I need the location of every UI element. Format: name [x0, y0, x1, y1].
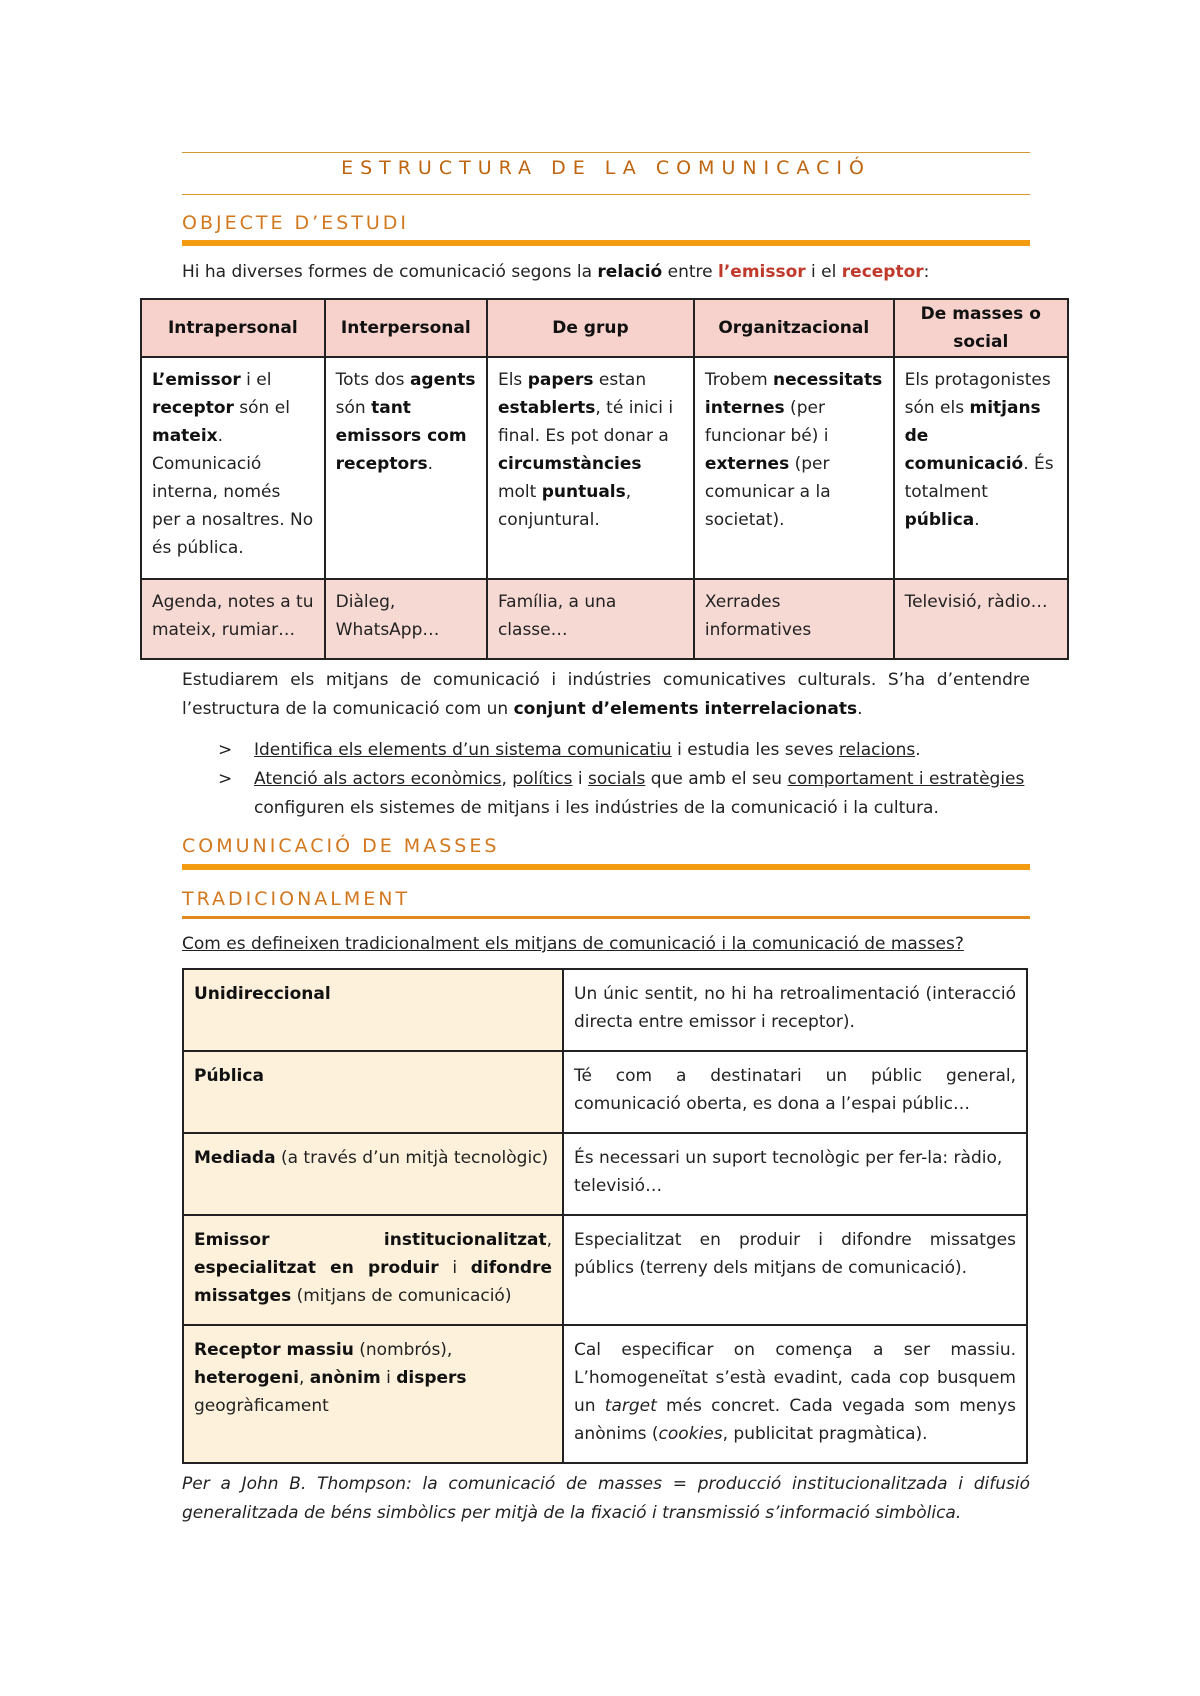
question-text: Com es defineixen tradicionalment els mitjans de comunicació i la comunicació de masses?	[182, 934, 964, 954]
communication-types-table	[140, 298, 1069, 660]
table-cell	[894, 357, 1068, 579]
bold-term: conjunt d’elements interrelacionats	[513, 699, 858, 719]
bullet-marker: >	[218, 769, 233, 789]
example-cell: Diàleg, WhatsApp…	[325, 579, 487, 659]
table-cell	[141, 357, 325, 579]
cell-text: , té inici i final. Es pot donar a	[497, 398, 674, 446]
table-header: Interpersonal	[325, 299, 487, 357]
table-row	[141, 579, 1068, 659]
table-row	[141, 357, 1068, 579]
list-item	[218, 765, 1030, 823]
intro-part: i el	[805, 262, 842, 282]
definition-text: Cal especificar on comença a ser massiu. L’homogeneïtat s’està evadint, cada cop busquem un	[574, 1340, 1016, 1416]
table-cell	[694, 357, 894, 579]
term-cell	[183, 1215, 563, 1325]
bold-term: receptor	[152, 398, 234, 418]
bold-term: establerts	[497, 398, 596, 418]
subsection-heading: TRADICIONALMENT	[182, 888, 411, 910]
section-heading-objecte: OBJECTE D’ESTUDI	[182, 212, 409, 234]
table-header-row	[141, 299, 1068, 357]
term-cell	[183, 1133, 563, 1215]
cell-text: són	[335, 398, 372, 418]
cell-text: .	[974, 510, 980, 530]
cell-text: són el	[233, 398, 290, 418]
section-rule	[182, 864, 1030, 870]
cell-text: Els protagonistes són els	[904, 370, 1051, 418]
term-cell	[183, 1325, 563, 1463]
list-text: i	[572, 769, 589, 789]
definition-cell: Té com a destinatari un públic general, comunicació oberta, es dona a l’espai públic…	[563, 1051, 1027, 1133]
cell-text: i el	[240, 370, 272, 390]
term-cell	[183, 969, 563, 1051]
intro-text	[182, 258, 1030, 287]
title-rule-top	[182, 152, 1030, 153]
definition-text: més concret. Cada vegada som menys anònims (	[574, 1396, 1016, 1444]
term-text: ,	[298, 1368, 310, 1388]
term-text: (mitjans de comunicació)	[291, 1286, 512, 1306]
table-header: Intrapersonal	[141, 299, 325, 357]
table-cell	[487, 357, 694, 579]
paragraph-text: .	[857, 699, 863, 719]
paragraph-line	[182, 695, 1030, 724]
bold-term: agents	[409, 370, 476, 390]
term-text: geogràficament	[194, 1396, 329, 1416]
cell-text: Tots dos	[335, 370, 410, 390]
bullet-marker: >	[218, 740, 233, 760]
table-header: De grup	[487, 299, 694, 357]
underlined-text: comportament i estratègies	[787, 769, 1025, 789]
title-rule-bottom	[182, 194, 1030, 195]
cell-text: .	[427, 454, 434, 474]
bold-term: necessitats internes	[704, 370, 883, 418]
document-title: ESTRUCTURA DE LA COMUNICACIÓ	[341, 157, 871, 179]
intro-highlight: l’emissor	[718, 262, 806, 282]
thompson-quote: Per a John B. Thompson: la comunicació de masses = producció institucionalitzada i difusió generalitzada de béns simbòlics per mitjà de la fixació i transmissió s’informació simbòlica.	[182, 1474, 1030, 1523]
bold-term: Pública	[194, 1066, 264, 1086]
cell-text: , conjuntural.	[497, 482, 632, 530]
cell-text: (per comunicar a la societat).	[704, 454, 831, 530]
intro-bold: relació	[597, 262, 663, 282]
cell-text: . És totalment	[904, 454, 1054, 502]
bold-term: dispers	[396, 1368, 467, 1388]
cell-text: estan	[593, 370, 647, 390]
bold-term: Receptor massiu	[194, 1340, 354, 1360]
intro-part: entre	[662, 262, 718, 282]
bold-term: puntuals	[541, 482, 626, 502]
underlined-text: Identifica els elements d’un sistema comunicatiu	[254, 740, 672, 760]
term-text: (nombrós),	[353, 1340, 453, 1360]
table-row	[183, 1325, 1027, 1463]
list-text: .	[915, 740, 921, 760]
bold-term: L’emissor	[152, 370, 241, 390]
bold-term: Mediada	[194, 1148, 276, 1168]
bold-term: difondre missatges	[194, 1258, 553, 1306]
table-row	[183, 1215, 1027, 1325]
underlined-text: polítics	[512, 769, 573, 789]
cell-text: molt	[497, 482, 542, 502]
bold-term: papers	[527, 370, 594, 390]
mass-communication-table	[182, 968, 1028, 1464]
underlined-text: socials	[588, 769, 646, 789]
bold-term: anònim	[309, 1368, 381, 1388]
definition-cell	[563, 1325, 1027, 1463]
bullet-list	[218, 736, 1030, 823]
bold-term: tant emissors com receptors	[335, 398, 467, 474]
definition-cell: Un únic sentit, no hi ha retroalimentació (interacció directa entre emissor i receptor).	[563, 969, 1027, 1051]
list-text: que amb el seu	[645, 769, 788, 789]
bold-term: externes	[704, 454, 790, 474]
cell-text: (per funcionar bé) i	[704, 398, 829, 446]
section-heading-masses: COMUNICACIÓ DE MASSES	[182, 835, 500, 857]
intro-highlight: receptor	[841, 262, 924, 282]
bold-term: circumstàncies	[497, 454, 642, 474]
intro-part: Hi ha diverses formes de comunicació segons la	[182, 262, 598, 282]
table-row	[183, 1133, 1027, 1215]
term-text: i	[438, 1258, 471, 1278]
underlined-text: relacions	[838, 740, 916, 760]
list-item	[218, 736, 1030, 765]
intro-part: :	[923, 262, 930, 282]
bold-term: Emissor institucionalitzat	[194, 1230, 547, 1250]
definition-cell: Especialitzat en produir i difondre missatges públics (terreny dels mitjans de comunicació).	[563, 1215, 1027, 1325]
term-text: (a través d’un mitjà tecnològic)	[275, 1148, 549, 1168]
paragraph-text: l’estructura de la comunicació com un	[182, 699, 514, 719]
example-cell: Agenda, notes a tu mateix, rumiar…	[141, 579, 325, 659]
term-text: ,	[546, 1230, 552, 1250]
table-header: De masses o social	[894, 299, 1068, 357]
example-cell: Xerrades informatives	[694, 579, 894, 659]
table-cell	[325, 357, 487, 579]
example-cell: Televisió, ràdio…	[894, 579, 1068, 659]
list-text: configuren els sistemes de mitjans i les indústries de la comunicació i la cultura.	[254, 798, 939, 818]
table-row	[183, 969, 1027, 1051]
definition-text: , publicitat pragmàtica).	[722, 1424, 928, 1444]
cell-text: . Comunicació interna, només per a nosaltres. No és pública.	[152, 426, 314, 558]
paragraph-line: Estudiarem els mitjans de comunicació i indústries comunicatives culturals. S’ha d’entendre	[182, 670, 1030, 690]
italic-term: target	[604, 1396, 657, 1416]
bold-term: especialitzat en produir	[194, 1258, 439, 1278]
table-row	[183, 1051, 1027, 1133]
list-text: i estudia les seves	[671, 740, 839, 760]
bold-term: pública	[904, 510, 975, 530]
term-text: i	[380, 1368, 397, 1388]
italic-term: cookies	[658, 1424, 723, 1444]
definition-cell: És necessari un suport tecnològic per fer-la: ràdio, televisió…	[563, 1133, 1027, 1215]
body-paragraph	[182, 666, 1030, 724]
underlined-text: Atenció als actors econòmics	[254, 769, 502, 789]
bold-term: heterogeni	[194, 1368, 299, 1388]
bold-term: mitjans de comunicació	[904, 398, 1041, 474]
subsection-rule	[182, 916, 1030, 919]
bold-term: mateix	[152, 426, 218, 446]
section-rule	[182, 240, 1030, 246]
list-text: ,	[501, 769, 513, 789]
table-header: Organitzacional	[694, 299, 894, 357]
example-cell: Família, a una classe…	[487, 579, 694, 659]
bold-term: Unidireccional	[194, 984, 331, 1004]
cell-text: Els	[497, 370, 528, 390]
cell-text: Trobem	[704, 370, 774, 390]
term-cell	[183, 1051, 563, 1133]
